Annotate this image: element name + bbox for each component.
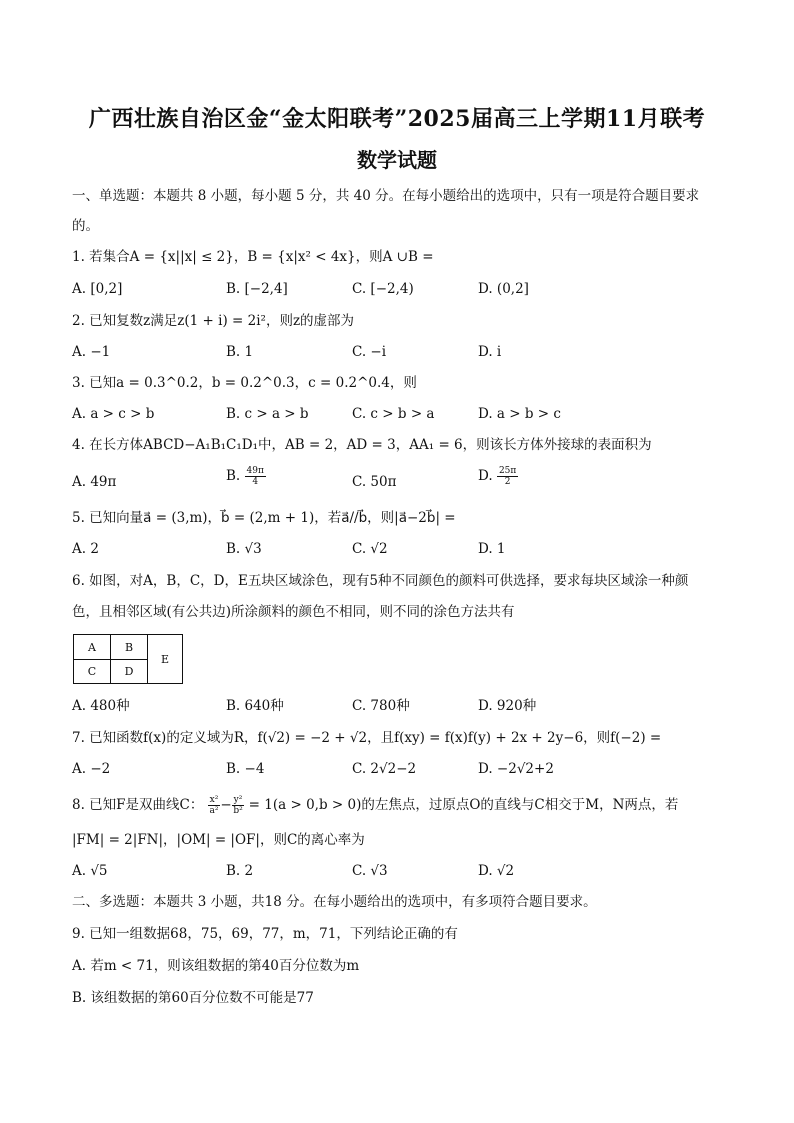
q3-option-c: C. c > b > a	[352, 406, 435, 422]
section1-heading: 一、单选题：本题共 8 小题，每小题 5 分，共 40 分。在每小题给出的选项中，只有一项是符合题目要求	[72, 188, 700, 204]
q8-option-b: B. 2	[226, 863, 254, 879]
q1-option-a: A. [0,2]	[72, 281, 123, 297]
q2-option-b: B. 1	[226, 344, 254, 360]
q5-option-c: C. √2	[352, 541, 388, 557]
q7-option-b: B. −4	[226, 761, 265, 777]
q7-option-d: D. −2√2+2	[478, 761, 554, 777]
q8-stem-suffix: = 1(a > 0,b > 0)的左焦点，过原点O的直线与C相交于M，N两点，若	[248, 797, 679, 813]
exam-title: 广西壮族自治区金“金太阳联考”2025届高三上学期11月联考	[88, 106, 706, 132]
q2-option-c: C. −i	[352, 344, 387, 360]
q3-stem: 3. 已知a = 0.3^0.2，b = 0.2^0.3，c = 0.2^0.4，则	[72, 375, 417, 391]
q4-option-d-numerator: 25π	[498, 466, 517, 476]
q2-option-d: D. i	[478, 344, 502, 360]
q5-option-a: A. 2	[72, 541, 99, 557]
q2-option-a: A. −1	[72, 344, 111, 360]
q8-fraction-y	[232, 795, 245, 816]
q4-option-b	[226, 466, 266, 487]
q1-option-d: D. (0,2]	[478, 281, 529, 297]
q3-option-d: D. a > b > c	[478, 406, 561, 422]
region-a: A	[74, 635, 111, 660]
q4-stem: 4. 在长方体ABCD−A₁B₁C₁D₁中，AB = 2，AD = 3，AA₁ = 6，则该长方体外接球的表面积为	[72, 437, 652, 453]
q3-option-a: A. a > c > b	[72, 406, 155, 422]
q8-stem	[72, 795, 678, 816]
q4-option-a: A. 49π	[72, 474, 117, 490]
q1-option-c: C. [−2,4)	[352, 281, 414, 297]
q6-option-b: B. 640种	[226, 698, 284, 714]
q8-fraction-x	[208, 795, 221, 816]
q2-stem: 2. 已知复数z满足z(1 + i) = 2i²，则z的虚部为	[72, 313, 355, 329]
q3-option-b: B. c > a > b	[226, 406, 309, 422]
region-b: B	[111, 635, 148, 660]
q4-option-b-label: B.	[226, 468, 241, 484]
q6-stem-cont: 色，且相邻区域(有公共边)所涂颜料的颜色不相同，则不同的涂色方法共有	[72, 604, 515, 620]
q4-option-d-fraction	[497, 466, 518, 487]
q8-option-a: A. √5	[72, 863, 108, 879]
region-d: D	[111, 660, 148, 683]
q8-option-c: C. √3	[352, 863, 388, 879]
q6-option-d: D. 920种	[478, 698, 537, 714]
q6-option-a: A. 480种	[72, 698, 130, 714]
q7-option-a: A. −2	[72, 761, 111, 777]
q9-stem: 9. 已知一组数据68，75，69，77，m，71，下列结论正确的有	[72, 926, 458, 942]
section2-heading: 二、多选题：本题共 3 小题，共18 分。在每小题给出的选项中，有多项符合题目要求。	[72, 894, 597, 910]
q1-option-b: B. [−2,4]	[226, 281, 288, 297]
q5-option-b: B. √3	[226, 541, 262, 557]
q4-option-d-label: D.	[478, 468, 493, 484]
q9-option-b: B. 该组数据的第60百分位数不可能是77	[72, 990, 314, 1006]
section1-heading-cont: 的。	[72, 218, 99, 234]
q6-region-diagram	[73, 634, 183, 684]
q8-stem-cont: |FM| = 2|FN|，|OM| = |OF|，则C的离心率为	[72, 832, 365, 848]
q7-option-c: C. 2√2−2	[352, 761, 417, 777]
q4-option-b-numerator: 49π	[246, 466, 264, 476]
exam-subtitle: 数学试题	[357, 148, 437, 172]
q8-option-d: D. √2	[478, 863, 515, 879]
q8-stem-prefix: 8. 已知F是双曲线C：	[72, 797, 204, 813]
q7-stem: 7. 已知函数f(x)的定义域为R，f(√2) = −2 + √2，且f(xy) = f(x)f(y) + 2x + 2y−6，则f(−2) =	[72, 730, 662, 746]
q4-option-b-denominator: 4	[252, 477, 259, 487]
q6-stem: 6. 如图，对A，B，C，D，E五块区域涂色，现有5种不同颜色的颜料可供选择，要求每块区域涂一种颜	[72, 573, 689, 589]
q6-option-c: C. 780种	[352, 698, 410, 714]
q9-option-a: A. 若m < 71，则该组数据的第40百分位数为m	[72, 958, 360, 974]
q1-stem: 1. 若集合A = {x||x| ≤ 2}，B = {x|x² < 4x}，则A ∪B =	[72, 249, 434, 265]
q4-option-d	[478, 466, 518, 487]
q5-stem: 5. 已知向量a⃗ = (3,m)，b⃗ = (2,m + 1)，若a⃗//b⃗，则|a⃗−2b⃗| =	[72, 510, 456, 526]
q8-fraction-y-den: b²	[233, 806, 243, 816]
region-c: C	[74, 660, 111, 683]
q8-fraction-x-den: a²	[209, 806, 219, 816]
q4-option-b-fraction	[245, 466, 266, 487]
q4-option-d-denominator: 2	[504, 477, 511, 487]
q4-option-c: C. 50π	[352, 474, 397, 490]
q8-fraction-y-num: y²	[233, 795, 243, 805]
q5-option-d: D. 1	[478, 541, 506, 557]
q8-minus: −	[220, 797, 232, 813]
q8-fraction-x-num: x²	[209, 795, 219, 805]
region-e: E	[160, 652, 170, 666]
